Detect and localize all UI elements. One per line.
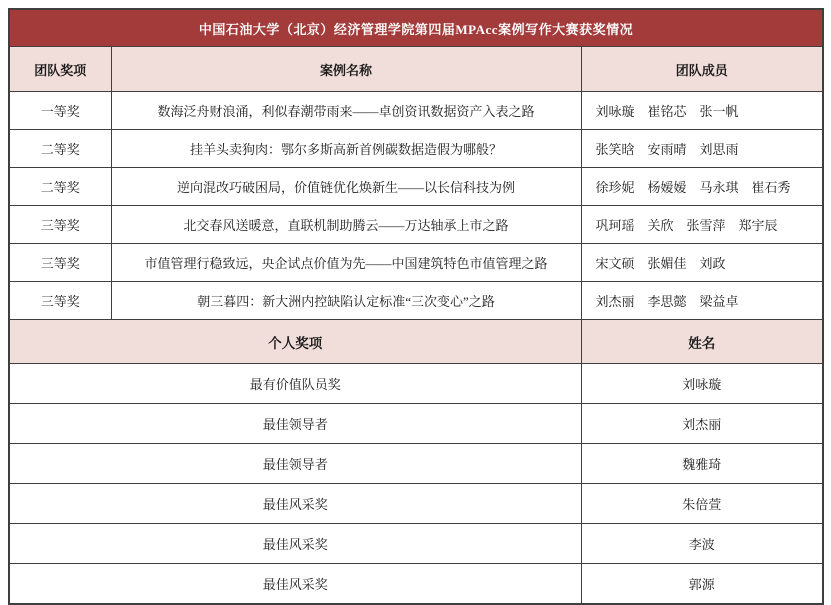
case-name-cell: 朝三暮四：新大洲内控缺陷认定标准“三次变心”之路 bbox=[111, 282, 581, 320]
individual-award-cell: 最佳风采奖 bbox=[9, 484, 581, 524]
individual-row bbox=[9, 444, 823, 484]
individual-name-cell: 刘杰丽 bbox=[581, 404, 823, 444]
individual-award-cell: 最佳领导者 bbox=[9, 404, 581, 444]
individual-name-cell: 朱倍萱 bbox=[581, 484, 823, 524]
team-row bbox=[9, 168, 823, 206]
team-row bbox=[9, 130, 823, 168]
individual-row bbox=[9, 404, 823, 444]
team-row bbox=[9, 244, 823, 282]
team-award-cell: 三等奖 bbox=[9, 282, 111, 320]
team-award-cell: 二等奖 bbox=[9, 168, 111, 206]
team-members-cell: 刘咏璇 崔铭芯 张一帆 bbox=[581, 92, 823, 130]
team-members-cell: 宋文硕 张媚佳 刘政 bbox=[581, 244, 823, 282]
team-row bbox=[9, 92, 823, 130]
individual-award-cell: 最佳领导者 bbox=[9, 444, 581, 484]
col-header-individual-award: 个人奖项 bbox=[9, 320, 581, 364]
individual-award-cell: 最有价值队员奖 bbox=[9, 364, 581, 404]
individual-row bbox=[9, 564, 823, 605]
team-award-cell: 三等奖 bbox=[9, 244, 111, 282]
col-header-team-award: 团队奖项 bbox=[9, 47, 111, 92]
individual-name-cell: 李波 bbox=[581, 524, 823, 564]
team-header-row bbox=[9, 47, 823, 92]
individual-award-cell: 最佳风采奖 bbox=[9, 564, 581, 605]
individual-name-cell: 魏雅琦 bbox=[581, 444, 823, 484]
individual-award-cell: 最佳风采奖 bbox=[9, 524, 581, 564]
case-name-cell: 市值管理行稳致远，央企试点价值为先——中国建筑特色市值管理之路 bbox=[111, 244, 581, 282]
team-row bbox=[9, 282, 823, 320]
col-header-name: 姓名 bbox=[581, 320, 823, 364]
individual-name-cell: 郭源 bbox=[581, 564, 823, 605]
team-award-cell: 一等奖 bbox=[9, 92, 111, 130]
col-header-case-name: 案例名称 bbox=[111, 47, 581, 92]
team-members-cell: 张笑晗 安雨晴 刘思雨 bbox=[581, 130, 823, 168]
team-members-cell: 徐珍妮 杨嫒嫒 马永琪 崔石秀 bbox=[581, 168, 823, 206]
table-title-row bbox=[9, 9, 823, 47]
page-title: 中国石油大学（北京）经济管理学院第四届MPAcc案例写作大赛获奖情况 bbox=[9, 9, 823, 47]
team-members-cell: 刘杰丽 李思懿 梁益卓 bbox=[581, 282, 823, 320]
case-name-cell: 挂羊头卖狗肉：鄂尔多斯高新首例碳数据造假为哪般？ bbox=[111, 130, 581, 168]
individual-header-row bbox=[9, 320, 823, 364]
awards-table bbox=[8, 8, 824, 605]
team-members-cell: 巩珂瑶 关欣 张雪萍 郑宇辰 bbox=[581, 206, 823, 244]
case-name-cell: 数海泛舟财浪涌，利似春潮带雨来——卓创资讯数据资产入表之路 bbox=[111, 92, 581, 130]
case-name-cell: 逆向混改巧破困局，价值链优化焕新生——以长信科技为例 bbox=[111, 168, 581, 206]
case-name-cell: 北交春风送暖意，直联机制助腾云——万达轴承上市之路 bbox=[111, 206, 581, 244]
individual-row bbox=[9, 524, 823, 564]
individual-name-cell: 刘咏璇 bbox=[581, 364, 823, 404]
individual-row bbox=[9, 364, 823, 404]
team-award-cell: 二等奖 bbox=[9, 130, 111, 168]
individual-row bbox=[9, 484, 823, 524]
team-row bbox=[9, 206, 823, 244]
col-header-team-members: 团队成员 bbox=[581, 47, 823, 92]
team-award-cell: 三等奖 bbox=[9, 206, 111, 244]
